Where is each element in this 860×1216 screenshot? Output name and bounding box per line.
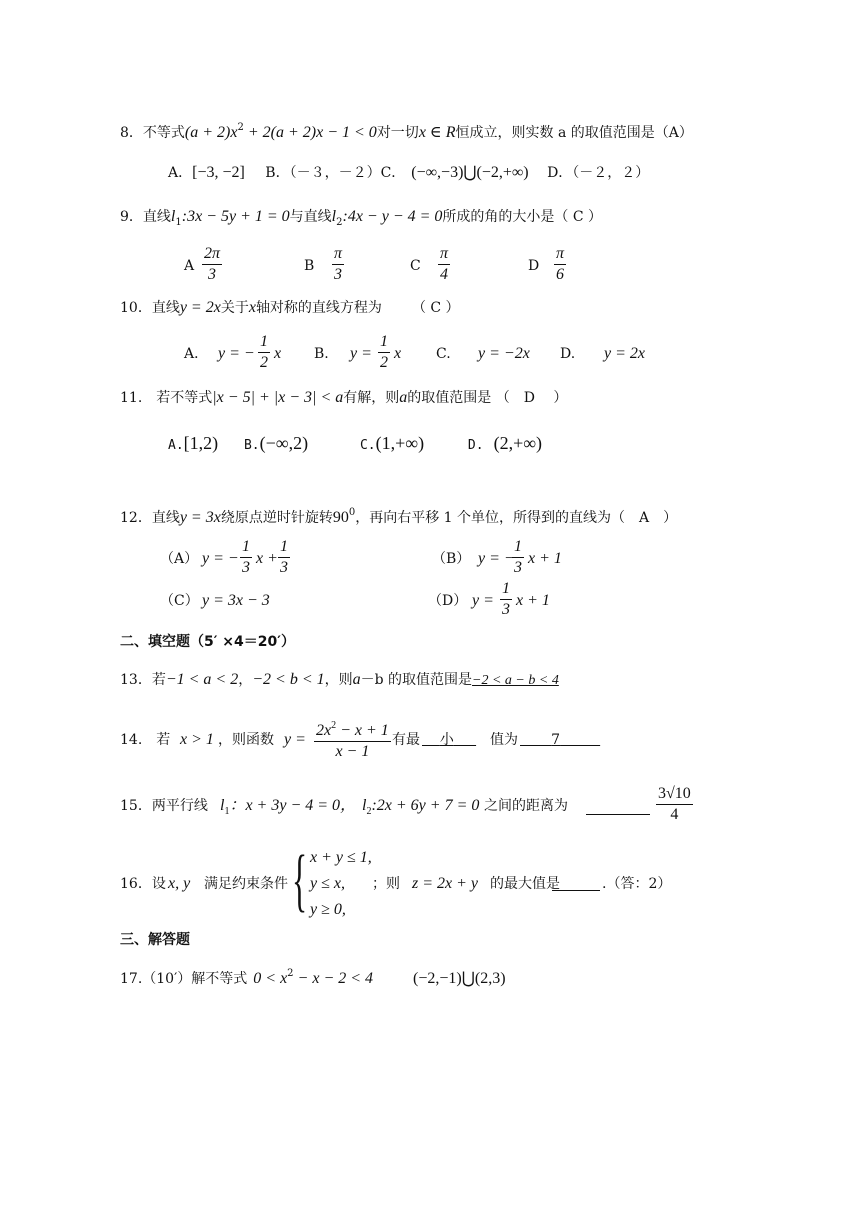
q12-option-a-den-2: 3 — [280, 559, 288, 576]
q12-angle: 90 — [332, 509, 349, 526]
question-11-options — [168, 433, 542, 456]
q10-answer: （ C ） — [411, 300, 460, 316]
question-9-stem — [120, 207, 602, 233]
q8-text-mid: 对一切 — [376, 125, 419, 141]
q12-option-d-label: （D） — [428, 593, 468, 609]
q10-text: 10．直线 — [120, 300, 180, 316]
q12-option-c-label: （C） — [160, 593, 199, 609]
q11-option-c: (1,+∞) — [375, 433, 425, 453]
q8-option-d: D．（－２，２） — [547, 165, 650, 181]
q9-option-b-den: 3 — [334, 266, 342, 283]
q10-option-b-num: 1 — [378, 332, 390, 353]
q8-option-a: [−3, −2] — [192, 164, 245, 181]
q13-answer: −2 < a − b < 4 — [472, 673, 559, 688]
q16-blank — [552, 876, 600, 891]
q10-option-b-fraction — [378, 332, 390, 373]
q12-option-d-lhs: y = — [472, 592, 494, 609]
q12-text-mid: 绕原点逆时针旋转 — [220, 510, 333, 526]
q11-option-d-label: D. — [467, 438, 484, 453]
q12-option-a-den-1: 3 — [242, 559, 250, 576]
question-14 — [120, 716, 640, 762]
q8-option-c: (−∞,−3)⋃(−2,+∞) — [411, 164, 529, 181]
q15-text: 15．两平行线 — [120, 798, 208, 814]
q8-exponent: 2 — [237, 122, 244, 133]
q14-numerator-rest: − x + 1 — [336, 722, 389, 739]
q12-option-a-mid: x + — [256, 550, 278, 567]
question-16 — [120, 842, 720, 924]
q10-option-b-x: x — [394, 345, 402, 362]
q13-expression: a — [352, 671, 361, 688]
q16-answer-note: .（答：2） — [602, 876, 672, 892]
q12-option-b-fraction — [512, 537, 524, 578]
q8-text-post: 恒成立，则实数 a 的取值范围是（A） — [455, 125, 693, 141]
q10-option-c-label: C. — [436, 346, 451, 362]
q12-option-d-den: 3 — [502, 601, 510, 618]
q12-option-b-rest: x + 1 — [528, 550, 562, 567]
q12-text-post: ，再向右平移 1 个单位，所得到的直线为（ A ） — [355, 510, 678, 526]
q9-line-1: l — [170, 208, 176, 225]
q12-option-a-fraction-2 — [278, 537, 290, 578]
q17-text: 17.（10′）解不等式 — [120, 971, 248, 987]
q10-option-d-equation: y = 2x — [604, 345, 645, 362]
q9-option-c-den: 4 — [440, 266, 448, 283]
q11-variable: a — [399, 389, 408, 406]
q9-text: 9．直线 — [120, 209, 171, 225]
q15-line-2 — [362, 796, 479, 822]
q12-option-d-rest: x + 1 — [516, 592, 550, 609]
q15-line-2-sub: 2 — [366, 806, 372, 817]
q15-answer-num: 3√10 — [656, 784, 693, 805]
q9-option-a-label: A — [184, 258, 195, 274]
q9-line-1-sub: 1 — [175, 217, 182, 228]
q14-answer-2-blank — [520, 730, 600, 750]
q15-text-post: 之间的距离为 — [484, 798, 568, 814]
q17-answer: (−2,−1)⋃(2,3) — [413, 970, 506, 987]
question-10-stem — [120, 298, 460, 318]
q9-option-d-fraction — [554, 244, 566, 285]
q9-option-a-den: 3 — [208, 266, 216, 283]
q17-inequality-rest: − x − 2 < 4 — [293, 970, 374, 987]
question-13 — [120, 670, 559, 691]
q16-text-mid: 满足约束条件 — [204, 876, 288, 892]
q12-option-a-num-1: 1 — [240, 537, 252, 558]
q15-line-1-eq: ：x + 3y − 4 = 0， — [229, 797, 357, 814]
q10-option-b-den: 2 — [380, 354, 388, 371]
q11-option-a-label: A. — [168, 438, 184, 453]
q16-text-3: 的最大值是 — [490, 876, 560, 892]
q16-constraint-3: y ≥ 0, — [310, 901, 346, 918]
q11-option-d: (2,+∞) — [493, 433, 543, 453]
q9-option-b-num: π — [332, 244, 344, 265]
q8-inequality: (a + 2)x — [184, 124, 238, 141]
q14-text-2: 有最 — [392, 732, 420, 748]
q8-option-b: B．（－３，－２）C． — [265, 165, 406, 181]
q9-option-d-den: 6 — [556, 266, 564, 283]
q12-option-b-lhs: y = − — [478, 550, 515, 567]
q13-condition-b: −2 < b < 1 — [252, 671, 325, 688]
q9-option-d-num: π — [554, 244, 566, 265]
q14-numerator: 2x — [316, 722, 332, 739]
q16-brace-icon: { — [292, 842, 308, 919]
q9-option-c-label: C — [410, 258, 421, 274]
q10-axis: x — [248, 299, 256, 316]
q13-text-mid: ，则 — [324, 672, 353, 688]
q15-line-1 — [220, 796, 356, 822]
q14-answer-1: 小 — [439, 732, 454, 748]
q11-inequality: |x − 5| + |x − 3| < a — [212, 389, 344, 406]
q9-option-c-num: π — [438, 244, 450, 265]
q10-option-a-num: 1 — [258, 332, 270, 353]
section-2-heading: 二、填空题（5′ ×4＝20′） — [120, 634, 295, 650]
q11-text-post: 的取值范围是 （ D ） — [407, 390, 568, 406]
q10-equation: y = 2x — [179, 299, 221, 316]
question-8-options — [168, 163, 649, 183]
q16-text-2: ；则 — [372, 876, 400, 892]
q17-inequality: 0 < x — [253, 970, 288, 987]
q9-option-b-label: B — [304, 258, 315, 274]
q14-text-mid: ，则函数 — [218, 732, 274, 748]
q10-option-a-den: 2 — [260, 354, 268, 371]
q10-option-a-lhs: y = − — [218, 345, 255, 362]
q15-answer-den: 4 — [670, 806, 679, 823]
q16-text: 16．设 — [120, 876, 166, 892]
q11-text-mid: 有解，则 — [343, 390, 400, 406]
q12-option-b-den: 3 — [514, 559, 522, 576]
q8-domain: x ∈ R — [418, 124, 456, 141]
q14-text-3: 值为 — [490, 732, 518, 748]
q13-condition-a: −1 < a < 2 — [165, 671, 239, 688]
q12-option-d-fraction — [500, 579, 512, 620]
q12-option-b-label: （B） — [432, 551, 471, 567]
question-17 — [120, 964, 506, 989]
q10-option-a-x: x — [274, 345, 282, 362]
q12-equation: y = 3x — [179, 509, 221, 526]
q15-answer — [656, 784, 693, 825]
q9-line-2: l — [331, 208, 337, 225]
q9-option-b-fraction — [332, 244, 344, 285]
q17-exponent: 2 — [287, 968, 294, 979]
q14-answer-2: 7 — [551, 732, 561, 748]
q11-option-c-label: C. — [359, 438, 376, 453]
q10-option-a-label: A． — [184, 346, 209, 362]
q16-objective: z = 2x + y — [412, 875, 479, 892]
q12-angle-degree: 0 — [348, 507, 356, 518]
q10-option-b-lhs: y = — [350, 345, 372, 362]
q14-lhs: y = — [284, 731, 306, 748]
q12-option-a-lhs: y = − — [202, 550, 239, 567]
q14-denominator: x − 1 — [335, 743, 370, 760]
q9-option-a-num: 2π — [202, 244, 222, 265]
q16-variables: x, y — [168, 875, 191, 892]
q10-option-c-equation: y = −2x — [478, 345, 530, 362]
question-8-stem — [120, 118, 693, 143]
q13-text-post: －b 的取值范围是 — [360, 672, 473, 688]
q15-line-2-l: l — [362, 797, 367, 814]
q12-option-a-num-2: 1 — [278, 537, 290, 558]
q14-text: 14. 若 — [120, 732, 171, 748]
q14-condition: x > 1 — [180, 731, 214, 748]
q11-option-b-label: B. — [243, 438, 260, 453]
q11-option-b: (−∞,2) — [259, 433, 309, 453]
q13-separator: ， — [238, 672, 253, 688]
q12-option-c-equation: y = 3x − 3 — [202, 592, 270, 609]
q13-text: 13．若 — [120, 672, 166, 688]
q12-option-a-label: （A） — [160, 551, 199, 567]
q11-option-a: [1,2) — [183, 433, 219, 453]
section-3-heading: 三、解答题 — [120, 932, 190, 948]
q10-option-d-label: D. — [560, 346, 576, 362]
q9-line-2-sub: 2 — [336, 217, 343, 228]
q12-option-b-num: 1 — [512, 537, 524, 558]
q9-option-d-label: D — [528, 258, 540, 274]
q9-option-c-fraction — [438, 244, 450, 285]
q9-line-2-eq: :4x − y − 4 = 0 — [342, 208, 443, 225]
q15-line-1-l: l — [220, 797, 225, 814]
q10-option-a-fraction — [258, 332, 270, 373]
q9-text-mid: 与直线 — [289, 209, 332, 225]
q12-text: 12．直线 — [120, 510, 180, 526]
q14-numerator-exp: 2 — [331, 720, 337, 731]
q10-text-post: 轴对称的直线方程为 — [255, 300, 382, 316]
q9-line-1-eq: :3x − 5y + 1 = 0 — [181, 208, 290, 225]
q15-blank — [586, 800, 650, 815]
q10-text-mid: 关于 — [220, 300, 249, 316]
q10-option-b-label: B. — [314, 346, 329, 362]
q16-constraint-1: x + y ≤ 1, — [310, 849, 372, 866]
q15-line-2-eq: :2x + 6y + 7 = 0 — [371, 797, 480, 814]
q14-fraction — [314, 716, 391, 762]
q8-option-a-label: A． — [168, 165, 193, 181]
question-15 — [120, 784, 700, 830]
q8-text: 8．不等式 — [120, 125, 185, 141]
q12-option-a-fraction-1 — [240, 537, 252, 578]
q9-text-post: 所成的角的大小是（ C ） — [442, 209, 603, 225]
q14-answer-1-blank — [422, 730, 476, 750]
q8-inequality-rest: + 2(a + 2)x − 1 < 0 — [243, 124, 377, 141]
q9-option-a-fraction — [202, 244, 222, 285]
q15-line-1-sub: 1 — [224, 806, 230, 817]
q12-option-d-num: 1 — [500, 579, 512, 600]
q11-text: 11. 若不等式 — [120, 390, 213, 406]
question-11-stem — [120, 388, 567, 408]
question-12-stem — [120, 503, 677, 528]
q16-constraint-2: y ≤ x, — [310, 875, 345, 892]
